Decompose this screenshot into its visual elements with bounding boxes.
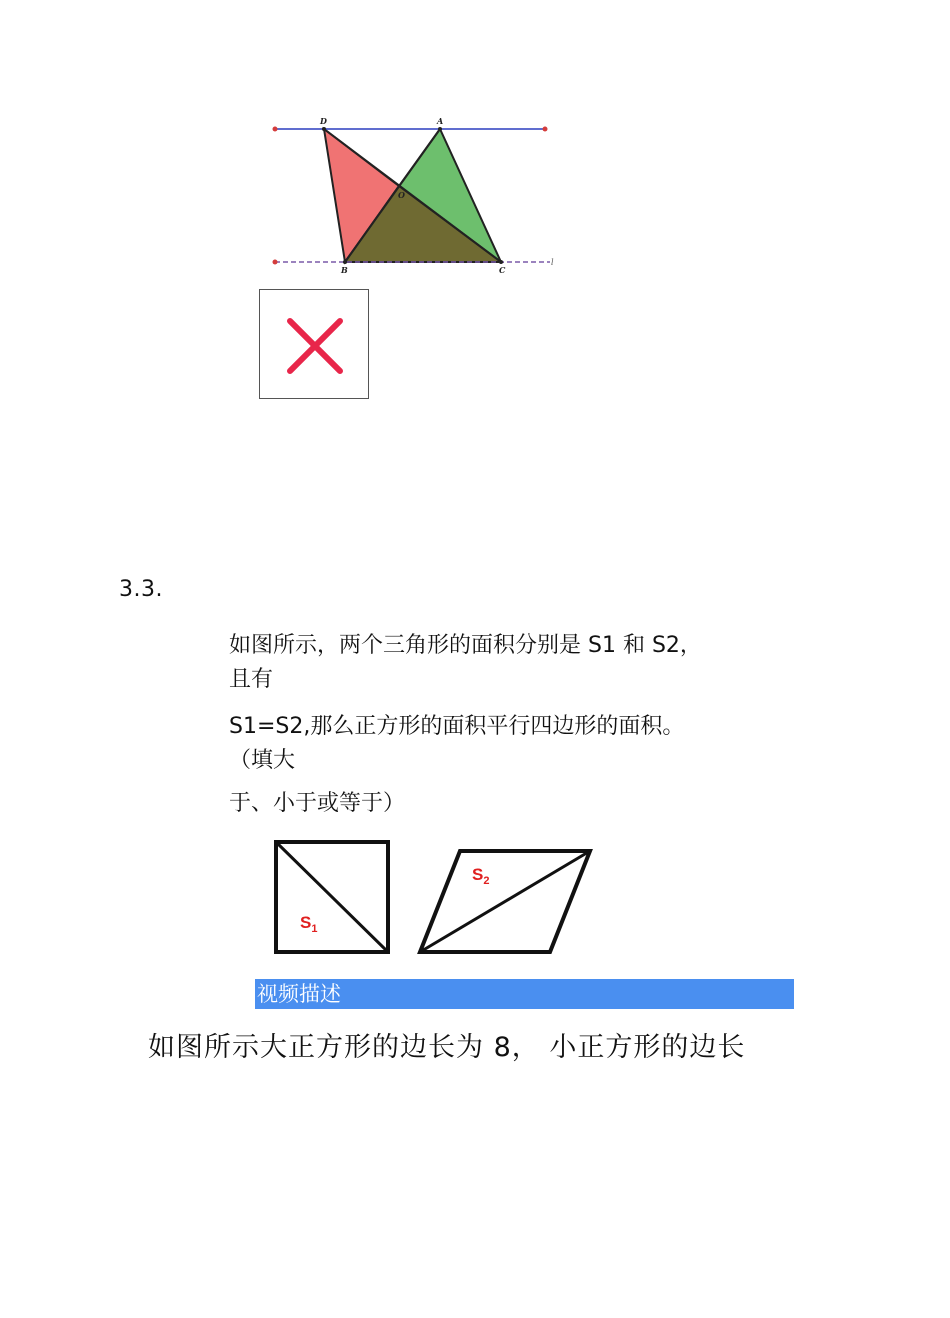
- square-parallelogram-figure: [272, 838, 602, 960]
- question-number: 3.3.: [119, 577, 163, 602]
- question-line-5: 于、小于或等于）: [229, 791, 406, 816]
- question-line-3: S1=S2,那么正方形的面积平行四边形的面积。: [229, 714, 685, 739]
- label-a: A: [437, 116, 444, 126]
- label-o: O: [398, 190, 405, 200]
- wrong-answer-box: [259, 289, 369, 399]
- question-line-2: 且有: [229, 667, 274, 692]
- video-description-label: 视频描述: [257, 982, 341, 1006]
- square-diagonal: [276, 842, 388, 952]
- s2-label: $S_2$: [472, 865, 490, 887]
- label-c: C: [499, 265, 506, 275]
- next-question-text: 如图所示大正方形的边长为 8， 小正方形的边长: [148, 1032, 746, 1063]
- label-l: l: [551, 258, 554, 267]
- cross-icon: [260, 290, 368, 398]
- parallelogram-diagonal: [420, 851, 590, 952]
- label-b: B: [341, 265, 348, 275]
- label-d: D: [320, 116, 327, 126]
- question-line-1: 如图所示，两个三角形的面积分别是 S1 和 S2，: [229, 633, 702, 658]
- question-line-4: （填大: [229, 748, 296, 773]
- triangle-figure: [265, 112, 565, 282]
- video-description-bar[interactable]: [255, 979, 794, 1009]
- s1-label: $S_1$: [300, 913, 318, 935]
